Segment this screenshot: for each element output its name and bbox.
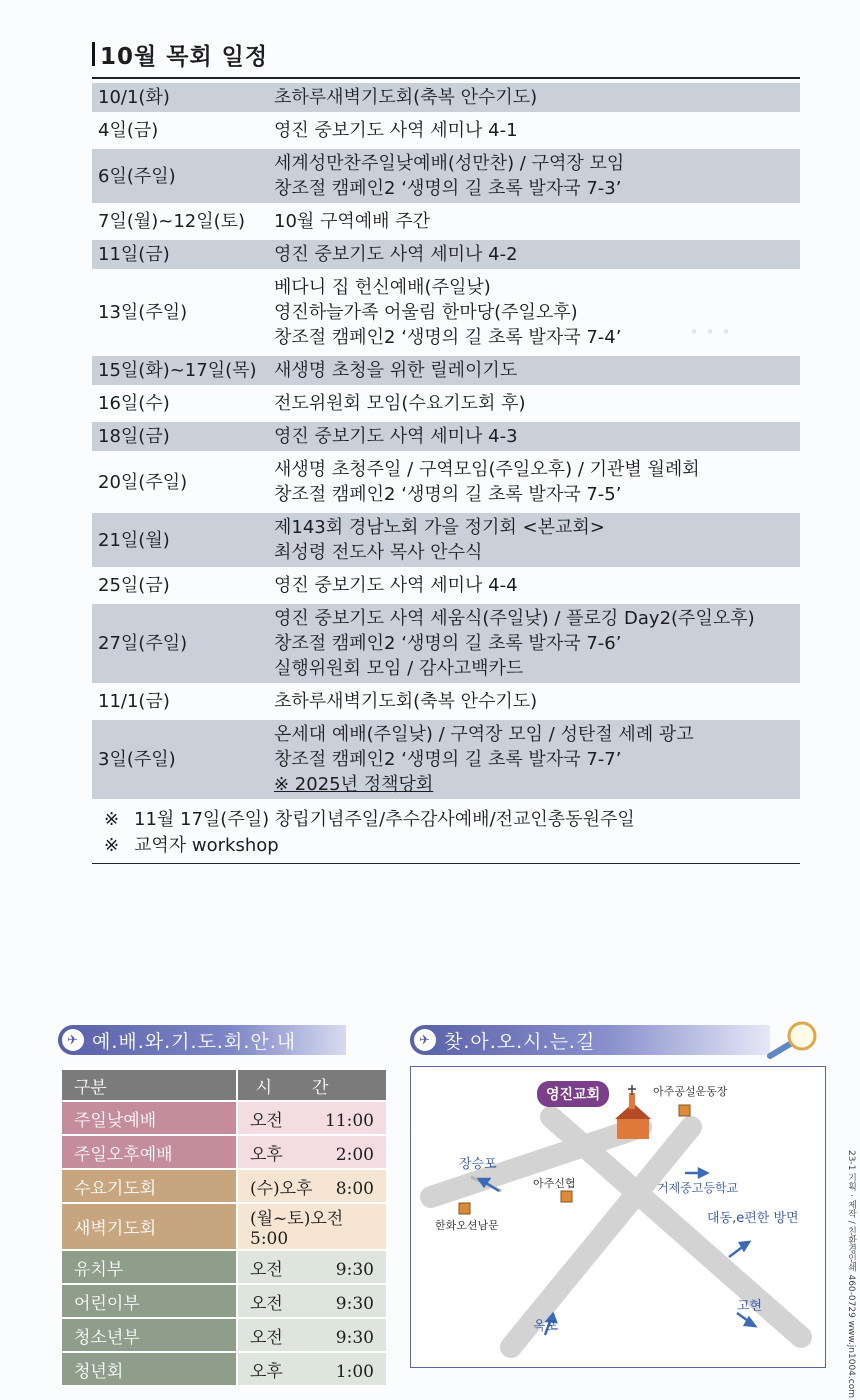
event-line: 세계성만찬주일낮예배(성만찬) / 구역장 모임 <box>274 153 625 174</box>
jangseungpo-label: 장승포 <box>459 1157 497 1172</box>
schedule-event <box>268 687 800 716</box>
daedong-label: 대동,e편한 방면 <box>707 1211 799 1226</box>
schedule-row <box>92 455 800 509</box>
schedule-row <box>92 240 800 269</box>
magnifier-icon <box>764 1018 824 1062</box>
schedule-date: 7일(월)~12일(토) <box>98 211 246 232</box>
schedule-date: 15일(화)~17일(목) <box>92 356 268 385</box>
credit-union-label: 아주신협 <box>533 1177 576 1190</box>
dove-icon: ✈ <box>62 1029 84 1051</box>
worship-banner <box>58 1025 346 1055</box>
event-line: 영진 중보기도 사역 세미나 4-3 <box>274 426 518 447</box>
header-name: 구분 <box>61 1069 237 1101</box>
event-line: 창조절 캠페인2 ‘생명의 길 초록 발자국 7-5’ <box>274 484 622 505</box>
schedule-event <box>268 116 800 145</box>
schedule-date: 3일(주일) <box>92 720 268 799</box>
service-name: 청년회 <box>61 1352 237 1386</box>
event-line: 10월 구역예배 주간 <box>274 211 431 232</box>
schedule-row <box>92 513 800 567</box>
directions-banner-label: 찾.아.오.시.는.길 <box>444 1030 596 1053</box>
schedule-date: 4일(금) <box>98 120 159 141</box>
event-line: 새생명 초청을 위한 릴레이기도 <box>274 360 518 381</box>
worship-table <box>60 1068 388 1387</box>
worship-header-row <box>61 1069 387 1101</box>
event-line: 최성령 전도사 목사 안수식 <box>274 542 483 563</box>
service-name: 새벽기도회 <box>61 1203 237 1250</box>
event-line: 초하루새벽기도회(축복 안수기도) <box>274 691 538 712</box>
service-name: 유치부 <box>61 1250 237 1284</box>
service-time: 오전 9:30 <box>237 1284 387 1318</box>
schedule-date: 25일(금) <box>98 575 170 596</box>
schedule-row <box>92 604 800 683</box>
event-line: 영진 중보기도 사역 세미나 4-2 <box>274 244 518 265</box>
schedule-date: 27일(주일) <box>92 604 268 683</box>
worship-row <box>61 1352 387 1386</box>
schedule-event <box>268 273 800 352</box>
schedule-date: 13일(주일) <box>98 302 188 323</box>
note-text: 교역자 workshop <box>134 835 279 856</box>
worship-row <box>61 1135 387 1169</box>
service-time: 오전 11:00 <box>237 1101 387 1135</box>
event-line-underlined: ※ 2025년 정책당회 <box>274 774 434 795</box>
schedule-date: 20일(주일) <box>98 471 188 493</box>
event-line: 창조절 캠페인2 ‘생명의 길 초록 발자국 7-6’ <box>274 633 622 654</box>
event-line: 새생명 초청주일 / 구역모임(주일오후) / 기관별 월례회 <box>274 459 700 480</box>
schedule-row <box>92 571 800 600</box>
schedule-table <box>92 79 800 803</box>
event-line: 창조절 캠페인2 ‘생명의 길 초록 발자국 7-7’ <box>274 749 622 770</box>
monthly-schedule <box>92 38 800 864</box>
church-label: 영진교회 <box>537 1081 609 1107</box>
schedule-row <box>92 207 800 236</box>
service-name: 수요기도회 <box>61 1169 237 1203</box>
schedule-date: 21일(월) <box>92 513 268 567</box>
note-item <box>104 833 800 859</box>
event-line: 제143회 경남노회 가을 정기회 <본교회> <box>274 517 605 538</box>
schedule-row <box>92 422 800 451</box>
service-time: 오후 2:00 <box>237 1135 387 1169</box>
worship-banner-label: 예.배.와.기.도.회.안.내 <box>92 1030 297 1053</box>
schedule-date: 6일(주일) <box>92 149 268 203</box>
event-line: 초하루새벽기도회(축복 안수기도) <box>274 87 538 108</box>
schedule-row <box>92 687 800 716</box>
schedule-event <box>268 240 800 269</box>
worship-row <box>61 1318 387 1352</box>
event-line: 영진 중보기도 사역 세미나 4-4 <box>274 575 518 596</box>
event-line: 영진하늘가족 어울림 한마당(주일오후) <box>274 302 578 323</box>
schedule-event <box>268 149 800 203</box>
schedule-event <box>268 356 800 385</box>
schedule-event <box>268 720 800 799</box>
service-name: 주일오후예배 <box>61 1135 237 1169</box>
event-line: 베다니 집 헌신예배(주일낮) <box>274 277 491 298</box>
schedule-date: 11일(금) <box>92 240 268 269</box>
schedule-date: 16일(수) <box>98 393 170 414</box>
schedule-event <box>268 207 800 236</box>
schedule-row <box>92 356 800 385</box>
worship-row <box>61 1284 387 1318</box>
event-line: 창조절 캠페인2 ‘생명의 길 초록 발자국 7-3’ <box>274 178 622 199</box>
schedule-event <box>268 389 800 418</box>
worship-row <box>61 1250 387 1284</box>
schedule-date: 11/1(금) <box>98 691 170 712</box>
school-label: 거제중고등학교 <box>657 1181 739 1195</box>
printer-credit: 23-1 기획 · 제작 / 친환경인쇄 460-0729 www.jn1004.com <box>846 1150 856 1398</box>
gohyeon-label: 고현 <box>737 1299 763 1314</box>
note-mark: ※ <box>104 809 120 830</box>
schedule-date: 10/1(화) <box>92 83 268 112</box>
service-time: 오전 9:30 <box>237 1250 387 1284</box>
hanwha-label: 한화오션남문 <box>435 1219 499 1232</box>
event-line: 전도위원회 모임(수요기도회 후) <box>274 393 526 414</box>
service-time: (월~토)오전 5:00 <box>237 1203 387 1250</box>
schedule-event <box>268 571 800 600</box>
note-mark: ※ <box>104 835 120 856</box>
dove-icon: ✈ <box>414 1029 436 1051</box>
event-line: 영진 중보기도 사역 세미나 4-1 <box>274 120 518 141</box>
schedule-event <box>268 455 800 509</box>
schedule-notes <box>92 803 800 863</box>
event-line: 온세대 예배(주일낮) / 구역장 모임 / 성탄절 세례 광고 <box>274 724 694 745</box>
bottom-rule <box>92 863 800 864</box>
schedule-event <box>268 422 800 451</box>
schedule-row <box>92 273 800 352</box>
event-line: 실행위원회 모임 / 감사고백카드 <box>274 658 524 679</box>
worship-row <box>61 1169 387 1203</box>
note-item <box>104 807 800 833</box>
service-time: 오후 1:00 <box>237 1352 387 1386</box>
schedule-row <box>92 389 800 418</box>
worship-row <box>61 1101 387 1135</box>
service-name: 청소년부 <box>61 1318 237 1352</box>
schedule-title: 10월 목회 일정 <box>92 38 800 77</box>
schedule-row <box>92 149 800 203</box>
bleed-through: · · · <box>690 320 731 345</box>
schedule-event <box>268 83 800 112</box>
service-time: (수)오후 8:00 <box>237 1169 387 1203</box>
event-line: 창조절 캠페인2 ‘생명의 길 초록 발자국 7-4’ <box>274 327 622 348</box>
service-name: 주일낮예배 <box>61 1101 237 1135</box>
service-name: 어린이부 <box>61 1284 237 1318</box>
schedule-row <box>92 720 800 799</box>
stadium-label: 아주공설운동장 <box>653 1085 728 1098</box>
directions-banner <box>410 1025 770 1055</box>
okpo-label: 옥포 <box>533 1319 559 1334</box>
schedule-row <box>92 116 800 145</box>
header-time: 시간 <box>237 1069 387 1101</box>
church-icon <box>615 1085 651 1139</box>
location-map <box>410 1066 826 1368</box>
note-text: 11월 17일(주일) 창립기념주일/추수감사예배/전교인총동원주일 <box>134 809 635 830</box>
event-line: 영진 중보기도 사역 세움식(주일낮) / 플로깅 Day2(주일오후) <box>274 608 755 629</box>
schedule-event <box>268 604 800 683</box>
schedule-event <box>268 513 800 567</box>
schedule-date: 18일(금) <box>92 422 268 451</box>
schedule-row <box>92 83 800 112</box>
service-time: 오전 9:30 <box>237 1318 387 1352</box>
worship-row <box>61 1203 387 1250</box>
